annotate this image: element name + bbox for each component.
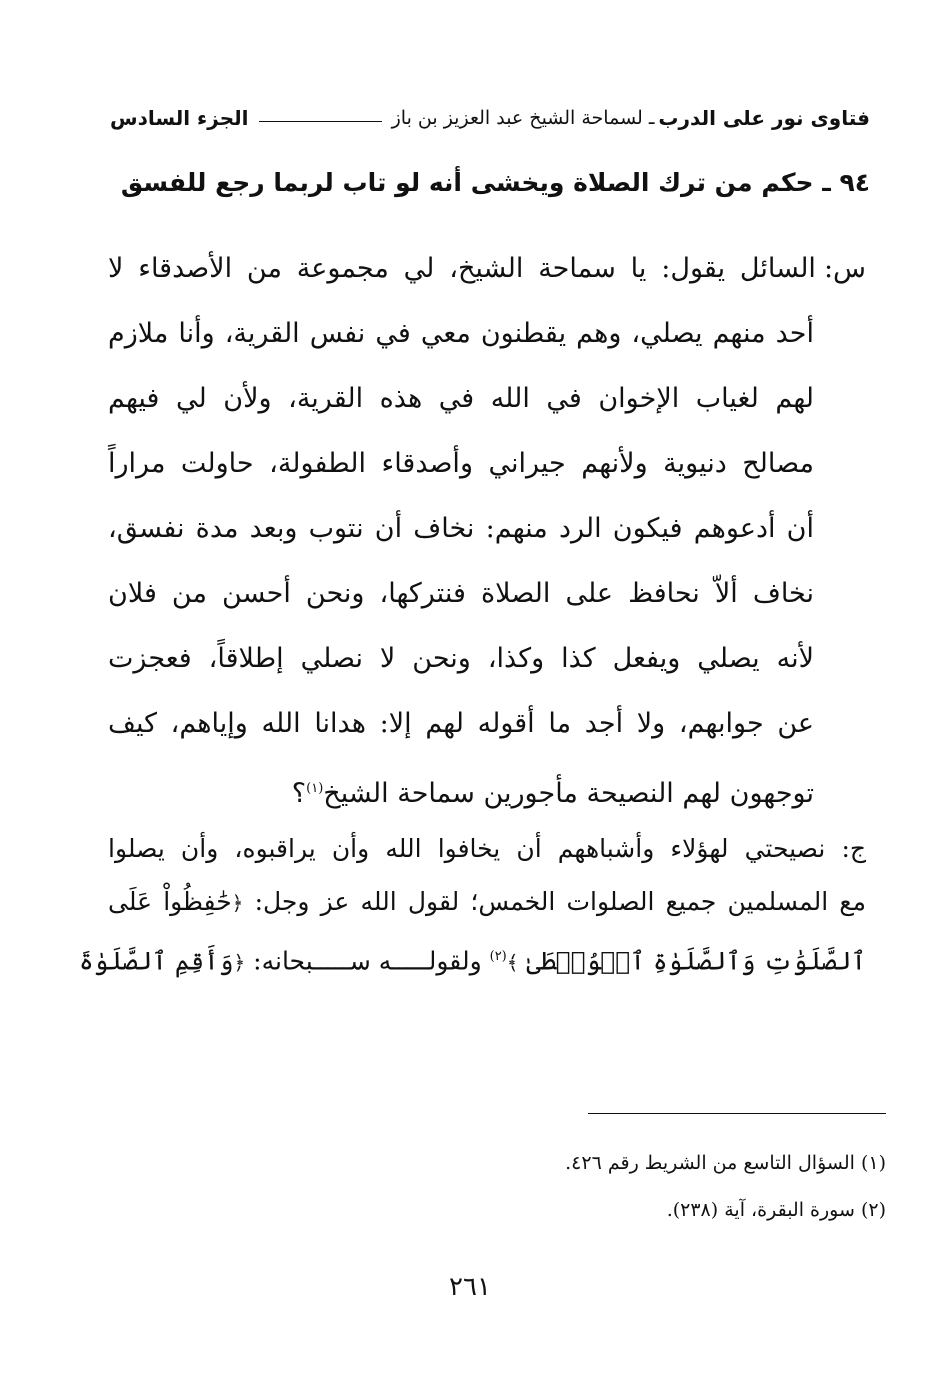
footnote-ref: (١) — [306, 781, 324, 796]
footnotes — [400, 1140, 886, 1234]
answer-line: ٱلصَّلَوَٰتِ وَٱلصَّلَوٰةِ ٱلۡوُسۡطَىٰ ﴾$^{(٢)}$ ولقولـــــه ســـــبحانه: ﴿وَأَقِمِ ٱلصَّلَوٰةَ — [79, 946, 866, 976]
question-block — [108, 236, 866, 826]
quran-verse: وَأَقِمِ ٱلصَّلَوٰةَ — [79, 946, 234, 976]
question-line: توجهون لهم النصيحة مأجورين سماحة الشيخ$^{(١)}$؟ — [291, 778, 814, 809]
question-line: لهم لغياب الإخوان في الله في هذه القرية، ولأن لي فيهم — [108, 383, 814, 414]
section-title: ٩٤ ـ حكم من ترك الصلاة ويخشى أنه لو تاب لربما رجع للفسق — [120, 168, 870, 197]
question-line: مصالح دنيوية ولأنهم جيراني وأصدقاء الطفولة، حاولت مراراً — [108, 448, 814, 479]
quran-verse: ٱلصَّلَوَٰتِ وَٱلصَّلَوٰةِ ٱلۡوُسۡطَىٰ — [526, 946, 866, 976]
answer-block — [79, 822, 867, 989]
page-number: ٢٦١ — [449, 1272, 491, 1302]
quran-bracket-open: ﴿ — [231, 891, 244, 915]
quran-bracket-open: ﴿ — [233, 950, 246, 975]
question-line: لأنه يصلي ويفعل كذا وكذا، ونحن لا نصلي إطلاقاً، فعجزت — [108, 643, 814, 674]
quran-verse: حَٰفِظُواْ عَلَى — [108, 887, 232, 916]
question-line: س:السائل يقول: يا سماحة الشيخ، لي مجموعة من الأصدقاء لا — [108, 253, 866, 284]
footnote-divider — [588, 1113, 886, 1114]
question-label: س: — [823, 253, 866, 284]
header-rule — [259, 121, 382, 122]
question-line: نخاف ألاّ نحافظ على الصلاة فنتركها، ونحن أحسن من فلان — [108, 578, 814, 609]
running-header — [110, 98, 870, 138]
footnote-2: (٢) سورة البقرة، آية (٢٣٨). — [666, 1199, 886, 1221]
answer-line: ج: نصيحتي لهؤلاء وأشباههم أن يخافوا الله وأن يراقبوه، وأن يصلوا — [108, 834, 867, 863]
answer-line: مع المسلمين جميع الصلوات الخمس؛ لقول الله عز وجل: ﴿حَٰفِظُواْ عَلَى — [108, 887, 867, 916]
answer-label: ج: — [841, 834, 867, 863]
footnote-ref: (٢) — [489, 949, 507, 964]
part-label: الجزء السادس — [110, 106, 249, 130]
question-line: عن جوابهم، ولا أجد ما أقوله لهم إلا: هدانا الله وإياهم، كيف — [108, 708, 814, 739]
question-line: أن أدعوهم فيكون الرد منهم: نخاف أن نتوب وبعد مدة نفسق، — [108, 513, 814, 544]
footnote-1: (١) السؤال التاسع من الشريط رقم ٤٢٦. — [565, 1152, 886, 1174]
quran-bracket-close: ﴾ — [506, 950, 519, 975]
author-name: ـ لسماحة الشيخ عبد العزيز بن باز — [391, 107, 655, 129]
book-title: فتاوى نور على الدرب — [658, 106, 870, 130]
question-line: أحد منهم يصلي، وهم يقطنون معي في نفس القرية، وأنا ملازم — [108, 318, 814, 349]
